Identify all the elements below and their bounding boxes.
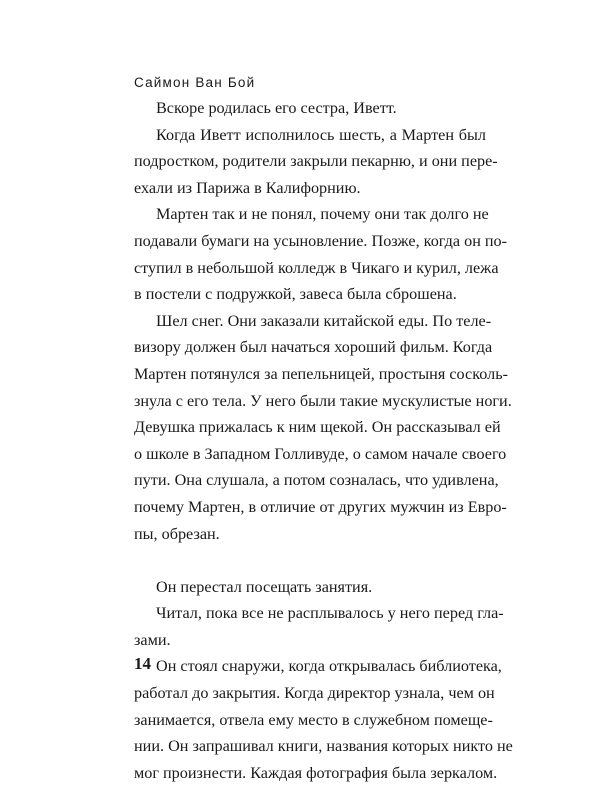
text-line: Шел снег. Они заказали китайской еды. По теле- xyxy=(156,311,492,330)
text-line: нии. Он запрашивал книги, названия которых никто не xyxy=(134,737,513,756)
text-line: почему Мартен, в отличие от других мужчин из Евро- xyxy=(134,497,507,516)
text-line: в постели с подружкой, завеса была сброшена. xyxy=(134,285,457,304)
running-head-author: Саймон Ван Бой xyxy=(134,75,256,90)
paragraph-7 xyxy=(134,653,513,786)
body-text xyxy=(134,95,513,786)
text-line: мог произнести. Каждая фотография была зеркалом. xyxy=(134,763,498,782)
page-number: 14 xyxy=(134,654,151,673)
text-line: Мартен потянулся за пепельницей, простыня сосколь- xyxy=(134,364,508,383)
paragraph-1 xyxy=(134,95,486,122)
text-line: визору должен был начаться хороший фильм. Когда xyxy=(134,338,493,357)
text-line: занимается, отвела ему место в служебном помеще- xyxy=(134,710,493,729)
text-line: Он перестал посещать занятия. xyxy=(156,577,373,596)
paragraph-6 xyxy=(134,600,504,653)
text-line: Мартен так и не понял, почему они так долго не xyxy=(156,205,489,224)
text-line: знула с его тела. У него были такие мускулистые ноги. xyxy=(134,391,512,410)
text-line: Девушка прижалась к ним щекой. Он рассказывал ей xyxy=(134,418,501,437)
text-line: о школе в Западном Голливуде, о самом начале своего xyxy=(134,444,507,463)
section-break xyxy=(134,547,486,574)
text-line: Читал, пока все не расплывалось у него перед гла- xyxy=(156,604,504,623)
text-line: ступил в небольшой колледж в Чикаго и курил, лежа xyxy=(134,258,499,277)
text-line: пы, обрезан. xyxy=(134,524,220,543)
text-line: работал до закрытия. Когда директор узнала, чем он xyxy=(134,684,495,703)
text-line: ехали из Парижа в Калифорнию. xyxy=(134,178,361,197)
text-line: Когда Иветт исполнилось шесть, а Мартен был xyxy=(156,125,486,144)
paragraph-5 xyxy=(134,574,486,601)
text-line: подавали бумаги на усыновление. Позже, когда он по- xyxy=(134,231,508,250)
text-line: зами. xyxy=(134,630,171,649)
text-line: Он стоял снаружи, когда открывалась библиотека, xyxy=(156,657,502,676)
text-line: подростком, родители закрыли пекарню, и они пере- xyxy=(134,152,498,171)
paragraph-3 xyxy=(134,201,508,307)
paragraph-2 xyxy=(134,122,498,202)
text-line: Вскоре родилась его сестра, Иветт. xyxy=(156,99,397,117)
paragraph-4 xyxy=(134,308,512,547)
text-line: пути. Она слушала, а потом созналась, что удивлена, xyxy=(134,471,499,490)
